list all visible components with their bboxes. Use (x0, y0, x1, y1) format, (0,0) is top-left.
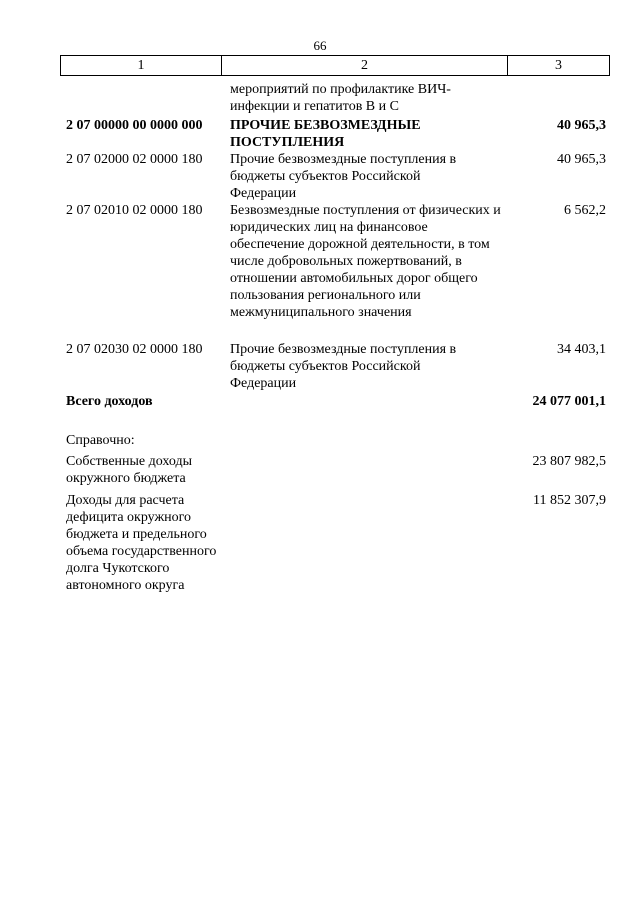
reference-item-amount: 11 852 307,9 (533, 493, 606, 508)
reference-item-label: Доходы для расчета дефицита окружного бюджета и предельного объема государственного долга Чукотского автономного округа (66, 493, 217, 593)
column-header-1: 1 (61, 56, 222, 76)
row-name: Прочие безвозмездные поступления в бюджеты субъектов Российской Федерации (230, 342, 457, 391)
row-amount: 6 562,2 (564, 203, 606, 218)
column-header-3: 3 (508, 56, 610, 76)
reference-label: Справочно: (66, 433, 135, 448)
row-amount: 34 403,1 (557, 342, 606, 357)
reference-item-amount: 23 807 982,5 (532, 454, 606, 469)
column-header-2: 2 (222, 56, 508, 76)
row-name: Безвозмездные поступления от физических и юридических лиц на финансовое обеспечение дорожной деятельности, в том числе добровольных пожертвований, в отношении автомобильных дорог общего пользования регионального или межмуниципального значения (230, 203, 501, 320)
page-number: 66 (313, 38, 327, 53)
row-code: 2 07 02030 02 0000 180 (66, 342, 203, 357)
row-code: 2 07 02000 02 0000 180 (66, 152, 203, 167)
column-header-table (60, 55, 610, 76)
row-amount: 40 965,3 (557, 152, 606, 167)
row-name: Прочие безвозмездные поступления в бюджеты субъектов Российской Федерации (230, 152, 457, 201)
row-code: 2 07 00000 00 0000 000 (66, 118, 203, 133)
total-label: Всего доходов (66, 394, 153, 409)
reference-item-label: Собственные доходы окружного бюджета (66, 454, 193, 486)
total-amount: 24 077 001,1 (532, 394, 606, 409)
row-name: ПРОЧИЕ БЕЗВОЗМЕЗДНЫЕ ПОСТУПЛЕНИЯ (230, 118, 421, 150)
continuation-text: мероприятий по профилактике ВИЧ-инфекции и гепатитов В и С (230, 82, 451, 114)
row-code: 2 07 02010 02 0000 180 (66, 203, 203, 218)
row-amount: 40 965,3 (557, 118, 606, 133)
